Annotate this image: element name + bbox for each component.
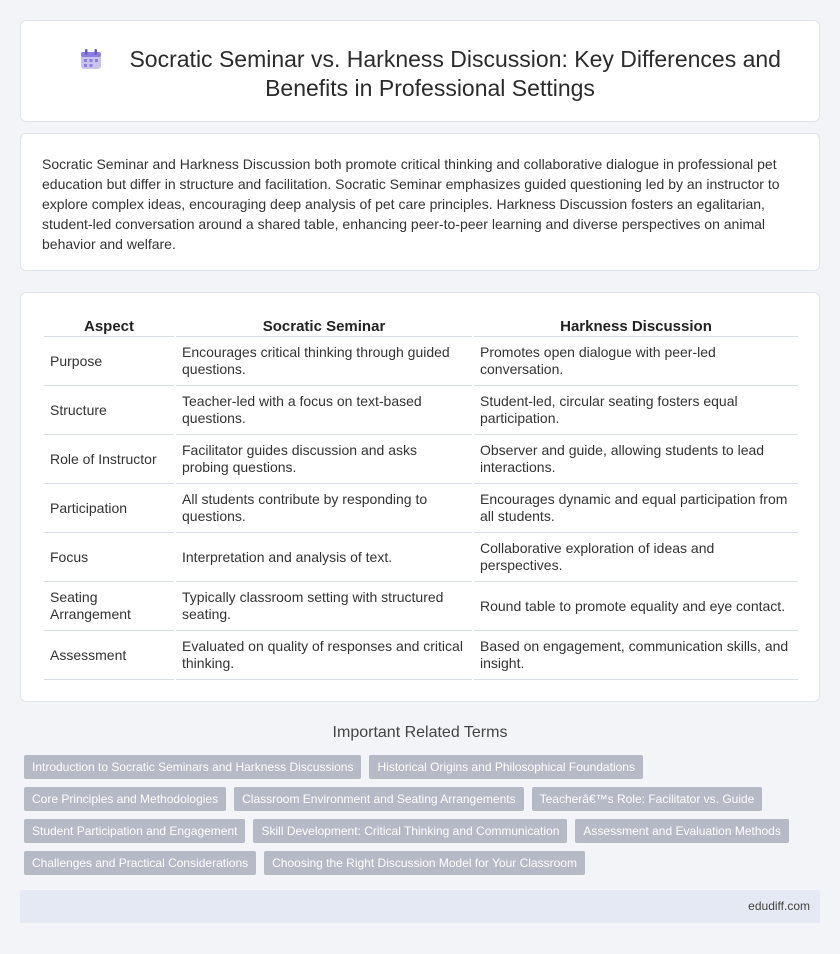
table-header-row (44, 315, 798, 337)
related-term-tag[interactable]: Introduction to Socratic Seminars and Harkness Discussions (24, 755, 361, 779)
harkness-cell: Student-led, circular seating fosters equal participation. (474, 386, 798, 435)
socratic-cell: All students contribute by responding to questions. (176, 484, 472, 533)
intro-card (20, 133, 820, 271)
harkness-cell: Encourages dynamic and equal participation from all students. (474, 484, 798, 533)
related-terms-title: Important Related Terms (332, 724, 508, 741)
header-aspect: Aspect (44, 315, 174, 337)
comparison-table (42, 315, 800, 680)
tag-row (24, 755, 804, 779)
harkness-cell: Based on engagement, communication skills, and insight. (474, 631, 798, 680)
aspect-cell: Assessment (44, 631, 174, 680)
harkness-cell: Observer and guide, allowing students to lead interactions. (474, 435, 798, 484)
footer (20, 890, 820, 923)
related-term-tag[interactable]: Challenges and Practical Considerations (24, 851, 256, 875)
header-card (20, 20, 820, 122)
aspect-cell: Participation (44, 484, 174, 533)
related-term-tag[interactable]: Assessment and Evaluation Methods (575, 819, 788, 843)
footer-brand[interactable]: edudiff.com (748, 899, 810, 913)
harkness-cell: Round table to promote equality and eye contact. (474, 582, 798, 631)
socratic-cell: Encourages critical thinking through guided questions. (176, 337, 472, 386)
socratic-cell: Evaluated on quality of responses and critical thinking. (176, 631, 472, 680)
page-title: Socratic Seminar vs. Harkness Discussion: Key Differences and Benefits in Professional Settings (129, 46, 781, 101)
aspect-cell: Focus (44, 533, 174, 582)
aspect-cell: Purpose (44, 337, 174, 386)
table-row (44, 337, 798, 386)
table-row (44, 386, 798, 435)
aspect-cell: Structure (44, 386, 174, 435)
socratic-cell: Typically classroom setting with structured seating. (176, 582, 472, 631)
comparison-card (20, 292, 820, 702)
socratic-cell: Facilitator guides discussion and asks probing questions. (176, 435, 472, 484)
calendar-icon (79, 48, 103, 70)
socratic-cell: Interpretation and analysis of text. (176, 533, 472, 582)
tag-row (24, 787, 804, 811)
tag-row (24, 851, 804, 875)
related-term-tag[interactable]: Historical Origins and Philosophical Foundations (369, 755, 642, 779)
header-socratic: Socratic Seminar (176, 315, 472, 337)
related-term-tag[interactable]: Classroom Environment and Seating Arrangements (234, 787, 523, 811)
table-row (44, 582, 798, 631)
aspect-cell: Role of Instructor (44, 435, 174, 484)
related-term-tag[interactable]: Teacherâ€™s Role: Facilitator vs. Guide (532, 787, 763, 811)
related-term-tag[interactable]: Choosing the Right Discussion Model for Your Classroom (264, 851, 585, 875)
socratic-cell: Teacher-led with a focus on text-based questions. (176, 386, 472, 435)
table-row (44, 533, 798, 582)
table-row (44, 484, 798, 533)
aspect-cell: Seating Arrangement (44, 582, 174, 631)
tag-row (24, 819, 804, 843)
table-row (44, 631, 798, 680)
harkness-cell: Collaborative exploration of ideas and perspectives. (474, 533, 798, 582)
related-term-tag[interactable]: Core Principles and Methodologies (24, 787, 226, 811)
intro-paragraph: Socratic Seminar and Harkness Discussion both promote critical thinking and collaborative dialogue in professional pet education but differ in structure and facilitation. Socratic Seminar emphasizes guided questioning led by an instructor to explore complex ideas, encouraging deep analysis of pet care principles. Harkness Discussion fosters an egalitarian, student-led conversation around a shared table, enhancing peer-to-peer learning and diverse perspectives on animal behavior and welfare. (42, 156, 780, 252)
table-row (44, 435, 798, 484)
header-harkness: Harkness Discussion (474, 315, 798, 337)
related-terms-tags (24, 755, 804, 883)
related-term-tag[interactable]: Skill Development: Critical Thinking and Communication (253, 819, 567, 843)
harkness-cell: Promotes open dialogue with peer-led conversation. (474, 337, 798, 386)
related-term-tag[interactable]: Student Participation and Engagement (24, 819, 245, 843)
